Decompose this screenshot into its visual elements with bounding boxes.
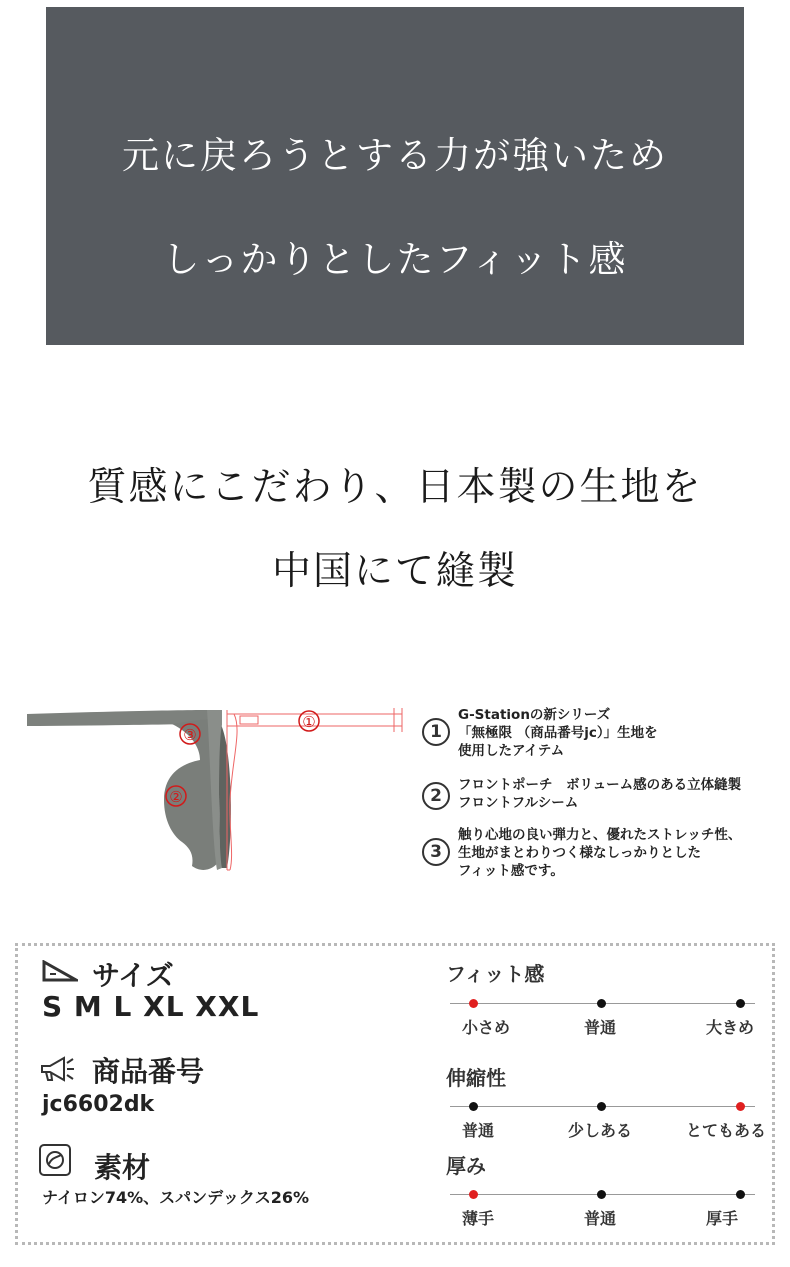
- code-value: jc6602dk: [42, 1092, 155, 1117]
- feature-3-line-1: 触り心地の良い弾力と、優れたストレッチ性、: [458, 827, 742, 843]
- feature-1-line-3: 使用したアイテム: [458, 743, 565, 759]
- feature-3-line-3: フィット感です。: [458, 863, 564, 879]
- section-heading-line-2: 中国にて縫製: [271, 549, 518, 594]
- fit-dot-small: [469, 999, 478, 1008]
- fit-dot-large: [736, 999, 745, 1008]
- measure-lines: [227, 708, 402, 870]
- banner-line-2: しっかりとしたフィット感: [162, 238, 628, 281]
- feature-2-text: [458, 776, 741, 812]
- fit-dot-normal: [597, 999, 606, 1008]
- fit-label-small: 小さめ: [462, 1018, 511, 1037]
- feature-1-text: [458, 706, 658, 760]
- thickness-dot-thin: [469, 1190, 478, 1199]
- stretch-label-very: とてもある: [686, 1121, 767, 1140]
- stretch-dot-some: [597, 1102, 606, 1111]
- marker-1-label: ①: [302, 713, 316, 731]
- material-title: 素材: [94, 1151, 151, 1184]
- product-diagram: [22, 690, 422, 890]
- marker-2-label: ②: [169, 788, 183, 806]
- fit-label-normal: 普通: [584, 1018, 617, 1037]
- stretch-label-some: 少しある: [568, 1121, 633, 1140]
- fit-scale-title: フィット感: [446, 962, 545, 986]
- fit-label-large: 大きめ: [706, 1018, 755, 1037]
- banner-line-1: 元に戻ろうとする力が強いため: [122, 134, 668, 177]
- feature-1-line-1: G-Stationの新シリーズ: [458, 707, 611, 723]
- feature-2-line-2: フロントフルシーム: [458, 795, 579, 811]
- thickness-dot-thick: [736, 1190, 745, 1199]
- feature-3-number: 3: [422, 838, 450, 866]
- thickness-scale-title: 厚み: [446, 1154, 486, 1178]
- triangle-ruler-icon: [42, 960, 78, 982]
- top-banner: [46, 7, 744, 345]
- size-title: サイズ: [92, 959, 174, 992]
- stretch-label-normal: 普通: [462, 1121, 495, 1140]
- feature-1-line-2: 「無極限 （商品番号jc）」生地を: [458, 725, 658, 741]
- stretch-dot-very: [736, 1102, 745, 1111]
- size-value: S M L XL XXL: [42, 990, 260, 1023]
- stretch-scale-title: 伸縮性: [446, 1066, 506, 1090]
- material-value: ナイロン74%、スパンデックス26%: [42, 1188, 309, 1207]
- thickness-dot-normal: [597, 1190, 606, 1199]
- marker-3-label: ③: [183, 726, 197, 744]
- feature-3-line-2: 生地がまとわりつく様なしっかりとした: [458, 845, 701, 861]
- feature-1-number: 1: [422, 718, 450, 746]
- thickness-label-thin: 薄手: [462, 1209, 495, 1228]
- code-title: 商品番号: [92, 1055, 205, 1088]
- thickness-label-thick: 厚手: [706, 1209, 739, 1228]
- feature-2-line-1: フロントポーチ ボリューム感のある立体縫製: [458, 777, 742, 793]
- feature-3-text: [458, 826, 741, 880]
- feature-2-number: 2: [422, 782, 450, 810]
- section-heading-line-1: 質感にこだわり、日本製の生地を: [87, 465, 703, 510]
- stretch-dot-normal: [469, 1102, 478, 1111]
- thickness-label-normal: 普通: [584, 1209, 617, 1228]
- megaphone-icon: [40, 1054, 76, 1084]
- fabric-icon: [38, 1143, 72, 1177]
